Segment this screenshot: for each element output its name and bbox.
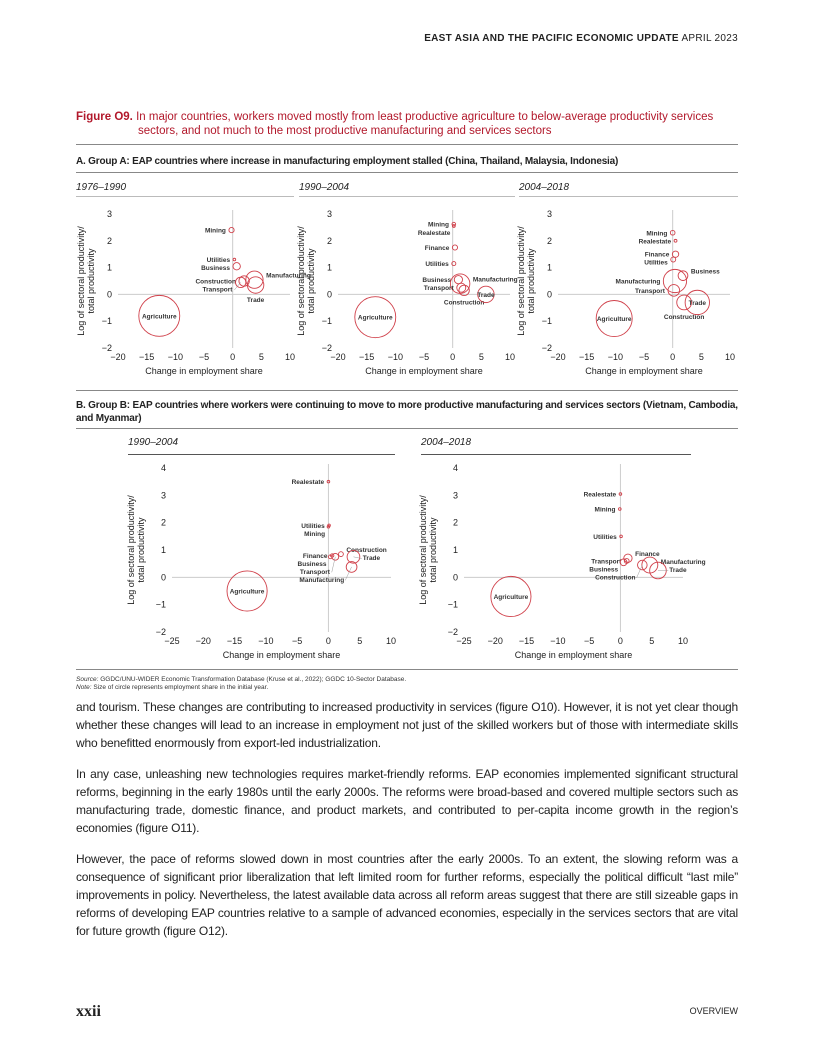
x-tick-label: 10 [284,352,296,362]
x-tick-label: −15 [579,352,595,362]
y-tick-label: −2 [155,627,166,637]
x-tick-label: 10 [504,352,516,362]
bubble-construction [339,552,344,557]
y-tick-label: 3 [452,490,458,501]
body-paragraph: In any case, unleashing new technologies requires market-friendly reforms. EAP economies implemented significant structural reforms, beginning in the early 1980s until the early 2000s. The reforms were broad-based and covered multiple sectors such as manufacturing trade, domestic finance, and product markets, and contributed to per-capita income growth in the region’s economies (figure O11). [76,767,738,835]
bubble-label: Mining [646,230,668,238]
x-tick-label: −15 [226,636,243,646]
x-tick-label: 0 [670,352,676,362]
scatter-chart-a-1976-1990 [76,198,311,384]
bubble-label: Realestate [417,230,451,238]
bubble-finance [672,251,678,257]
bubble-label: Construction [595,574,636,582]
x-tick-label: 10 [677,636,689,646]
x-tick-label: −5 [292,636,303,646]
x-axis-label: Change in employment share [222,650,341,660]
y-axis-label: total productivity [526,248,536,314]
y-tick-label: −1 [447,599,458,610]
x-tick-label: −5 [198,352,210,362]
bubble-label: Construction [663,313,705,321]
bubble-label: Agriculture [596,316,632,324]
figure-source: Source: GGDC/UNU-WIDER Economic Transformation Database (Kruse et al., 2022); GGDC 10-Sector Database. Note: Size of circle represents employment share in the initial year. [76,676,407,691]
x-tick-label: −10 [607,352,623,362]
x-tick-label: −20 [550,352,566,362]
x-tick-label: 5 [649,636,655,646]
y-tick-label: −2 [101,343,112,353]
bubble-label: Manufacturing [299,576,345,584]
y-tick-label: −1 [321,316,332,327]
divider [519,196,738,197]
x-tick-label: −20 [330,352,346,362]
y-tick-label: −1 [541,316,552,327]
bubble-label: Utilities [206,257,231,265]
bubble-label: Utilities [425,261,449,269]
chart-period: 1976–1990 [76,182,127,193]
y-tick-label: 2 [106,235,112,246]
x-tick-label: −10 [387,352,403,362]
bubble-label: Trade [669,567,687,575]
divider [421,454,691,455]
body-paragraph: and tourism. These changes are contributing to increased productivity in services (figure O10). However, it is not yet clear though whether these changes will lead to an increase in employment not just of the skilled workers but of those with intermediate skills who benefitted enormously from export-led industrialization. [76,700,738,750]
y-tick-label: 2 [326,235,332,246]
bubble-label: Transport [423,285,454,293]
y-tick-label: −2 [541,343,552,353]
label-leader-line [353,557,361,559]
bubble-label: Agriculture [229,588,265,596]
bubble-business [233,263,240,270]
scatter-chart-a-2004-2018 [516,198,738,384]
bubble-label: Construction [443,299,485,307]
y-tick-label: 1 [160,545,166,555]
scatter-chart-a-1990-2004 [296,198,518,384]
bubble-label: Finance [635,551,660,559]
x-axis-label: Change in employment share [585,366,703,376]
y-axis-label: Log of sectoral productivity/ [76,226,86,336]
bubble-label: Agriculture [141,313,177,321]
bubble-label: Agriculture [493,593,529,601]
bubble-label: Transport [299,568,330,576]
y-axis-label: total productivity [428,517,438,583]
divider [76,144,738,145]
y-tick-label: 3 [160,490,166,501]
divider [76,428,738,429]
bubble-label: Business [422,277,452,285]
y-tick-label: 0 [326,289,332,300]
bubble-label: Mining [594,506,616,514]
y-tick-label: 2 [452,517,458,528]
y-tick-label: 0 [106,289,112,300]
y-tick-label: 3 [106,209,112,219]
x-tick-label: −5 [638,352,650,362]
bubble-label: Mining [428,221,449,229]
y-tick-label: 3 [326,209,332,219]
y-axis-label: total productivity [306,248,316,314]
chart-period: 1990–2004 [299,182,350,193]
y-tick-label: 4 [160,463,166,473]
x-tick-label: 5 [478,352,484,362]
chart-period: 2004–2018 [519,182,570,193]
chart-period: 2004–2018 [421,437,472,448]
y-tick-label: −1 [155,599,166,610]
bubble-label: Trade [246,297,265,305]
x-tick-label: −15 [518,636,535,646]
bubble-transport [457,283,466,292]
x-tick-label: 0 [617,636,623,646]
y-tick-label: 3 [546,209,552,219]
y-axis-label: Log of sectoral productivity/ [126,495,136,605]
bubble-business [454,276,462,284]
x-tick-label: 0 [230,352,236,362]
bubble-utilities [233,258,236,261]
x-tick-label: −10 [258,636,274,646]
x-tick-label: 10 [724,352,736,362]
bubble-label: Finance [302,552,328,560]
x-tick-label: 5 [698,352,704,362]
x-tick-label: −25 [164,636,180,646]
x-tick-label: 0 [325,636,331,646]
bubble-label: Manufacturing [472,276,518,284]
divider [128,454,395,455]
bubble-label: Realestate [638,238,672,246]
divider [76,669,738,670]
y-axis-label: Log of sectoral productivity/ [296,226,306,336]
x-axis-label: Change in employment share [365,366,483,376]
divider [76,172,738,173]
x-tick-label: −5 [418,352,430,362]
y-tick-label: −2 [321,343,332,353]
y-tick-label: 1 [106,262,112,273]
bubble-label: Utilities [593,533,617,541]
bubble-label: Transport [591,558,622,566]
y-axis-label: Log of sectoral productivity/ [516,226,526,336]
bubble-label: Transport [202,286,233,294]
bubble-label: Manufacturing [266,272,311,280]
figure-title: Figure O9. In major countries, workers moved mostly from least productive agriculture to below-average productivity services sectors, and not much to the most productive manufacturing and services sectors [76,111,714,137]
y-axis-label: total productivity [86,248,96,314]
bubble-label: Agriculture [357,314,393,322]
footer-section: OVERVIEW [689,1006,738,1016]
bubble-label: Trade [477,291,495,299]
bubble-label: Transport [635,287,665,295]
bubble-label: Mining [304,530,326,538]
x-tick-label: −20 [195,636,211,646]
label-leader-line [637,565,643,578]
y-tick-label: 1 [326,262,332,273]
bubble-manufacturing [663,269,686,292]
bubble-label: Mining [204,227,226,235]
bubble-label: Utilities [644,259,668,267]
x-tick-label: −15 [359,352,375,362]
y-tick-label: 1 [546,262,552,273]
chart-period: 1990–2004 [128,437,179,448]
x-tick-label: −20 [487,636,503,646]
x-tick-label: 10 [385,636,397,646]
panel-b-title: B. Group B: EAP countries where workers were continuing to move to more productive manufacturing and services sectors (Vietnam, Cambodia, and Myanmar) [76,400,738,424]
bubble-label: Business [589,566,619,574]
bubble-finance [624,554,632,562]
y-tick-label: 2 [546,235,552,246]
bubble-mining [618,508,621,511]
bubble-label: Utilities [301,522,325,530]
divider [76,196,294,197]
y-tick-label: 4 [452,463,458,473]
bubble-label: Finance [644,251,670,259]
x-tick-label: −20 [110,352,126,362]
bubble-label: Trade [688,299,706,307]
x-tick-label: −5 [584,636,595,646]
bubble-label: Construction [346,547,387,555]
divider [299,196,515,197]
bubble-label: Manufacturing [660,559,706,567]
bubble-utilities [671,257,676,262]
running-header: EAST ASIA AND THE PACIFIC ECONOMIC UPDATE APRIL 2023 [424,33,738,44]
bubble-manufacturing [246,271,263,288]
bubble-label: Realestate [291,479,325,487]
x-tick-label: 5 [357,636,363,646]
y-tick-label: −1 [101,316,112,327]
x-tick-label: 5 [258,352,264,362]
bubble-label: Business [297,560,327,568]
x-axis-label: Change in employment share [145,366,263,376]
bubble-label: Business [690,268,720,276]
body-paragraph: However, the pace of reforms slowed down in most countries after the early 2000s. To an extent, the slowing reform was a consequence of significant prior liberalization that left limited room for further reforms, especially the political difficult “last mile” improvements in policy. Nevertheless, the latest available data across all reform areas suggest that there are still sizeable gaps in reforms of developing EAP countries relative to a sample of advanced economies, especially in the services sectors that are vital for future growth (figure O12). [76,852,738,938]
y-tick-label: 0 [546,289,552,300]
bubble-label: Realestate [583,491,617,499]
x-tick-label: −15 [139,352,155,362]
divider [76,390,738,391]
scatter-chart-b-2004-2018 [418,456,706,668]
bubble-label: Finance [424,245,450,252]
bubble-label: Trade [362,555,381,563]
bubble-label: Construction [195,278,236,286]
x-tick-label: −10 [550,636,566,646]
bubble-utilities [620,535,623,538]
x-axis-label: Change in employment share [514,650,633,660]
x-tick-label: −25 [456,636,472,646]
bubble-realestate [674,239,677,242]
y-tick-label: 0 [160,572,166,583]
page-number: xxii [76,1003,101,1020]
x-tick-label: 0 [450,352,456,362]
scatter-chart-b-1990-2004 [126,456,406,668]
body-text [76,698,738,953]
y-axis-label: total productivity [136,517,146,583]
y-tick-label: 1 [452,545,458,555]
bubble-mining [229,227,234,232]
panel-a-title: A. Group A: EAP countries where increase in manufacturing employment stalled (China, Thailand, Malaysia, Indonesia) [76,156,619,167]
y-tick-label: −2 [447,627,458,637]
y-tick-label: 2 [160,517,166,528]
y-axis-label: Log of sectoral productivity/ [418,495,428,605]
x-tick-label: −10 [167,352,183,362]
bubble-label: Manufacturing [615,278,661,286]
y-tick-label: 0 [452,572,458,583]
bubble-label: Business [201,265,231,273]
